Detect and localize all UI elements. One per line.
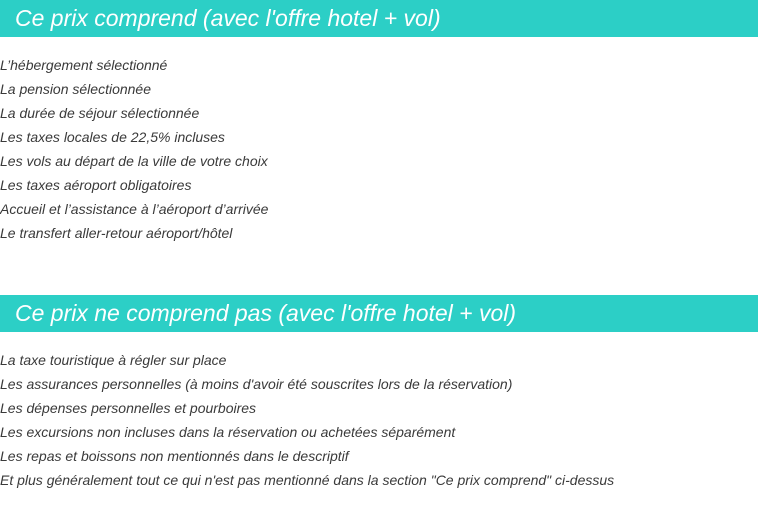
list-item: Les repas et boissons non mentionnés dans le descriptif (0, 448, 349, 464)
list-item: L’hébergement sélectionné (0, 57, 168, 73)
price-includes-list (0, 53, 268, 245)
list-item: Les excursions non incluses dans la réservation ou achetées séparément (0, 424, 456, 440)
list-item: Les taxes aéroport obligatoires (0, 177, 192, 193)
list-item: Accueil et l’assistance à l’aéroport d’arrivée (0, 201, 269, 217)
list-item: Les vols au départ de la ville de votre choix (0, 153, 268, 169)
price-includes-section (0, 0, 758, 241)
list-item: Les taxes locales de 22,5% incluses (0, 129, 225, 145)
list-item: Les dépenses personnelles et pourboires (0, 400, 257, 416)
list-item: La taxe touristique à régler sur place (0, 352, 227, 368)
price-includes-heading: Ce prix comprend (avec l'offre hotel + vol) (0, 0, 758, 37)
list-item: Et plus généralement tout ce qui n'est pas mentionné dans la section "Ce prix comprend" ci-dessus (0, 472, 615, 488)
price-excludes-section (0, 295, 758, 488)
price-excludes-list (0, 348, 614, 492)
list-item: La pension sélectionnée (0, 81, 152, 97)
price-excludes-heading: Ce prix ne comprend pas (avec l'offre hotel + vol) (0, 295, 758, 332)
list-item: La durée de séjour sélectionnée (0, 105, 200, 121)
list-item: Les assurances personnelles (à moins d'avoir été souscrites lors de la réservation) (0, 376, 513, 392)
list-item: Le transfert aller-retour aéroport/hôtel (0, 225, 233, 241)
